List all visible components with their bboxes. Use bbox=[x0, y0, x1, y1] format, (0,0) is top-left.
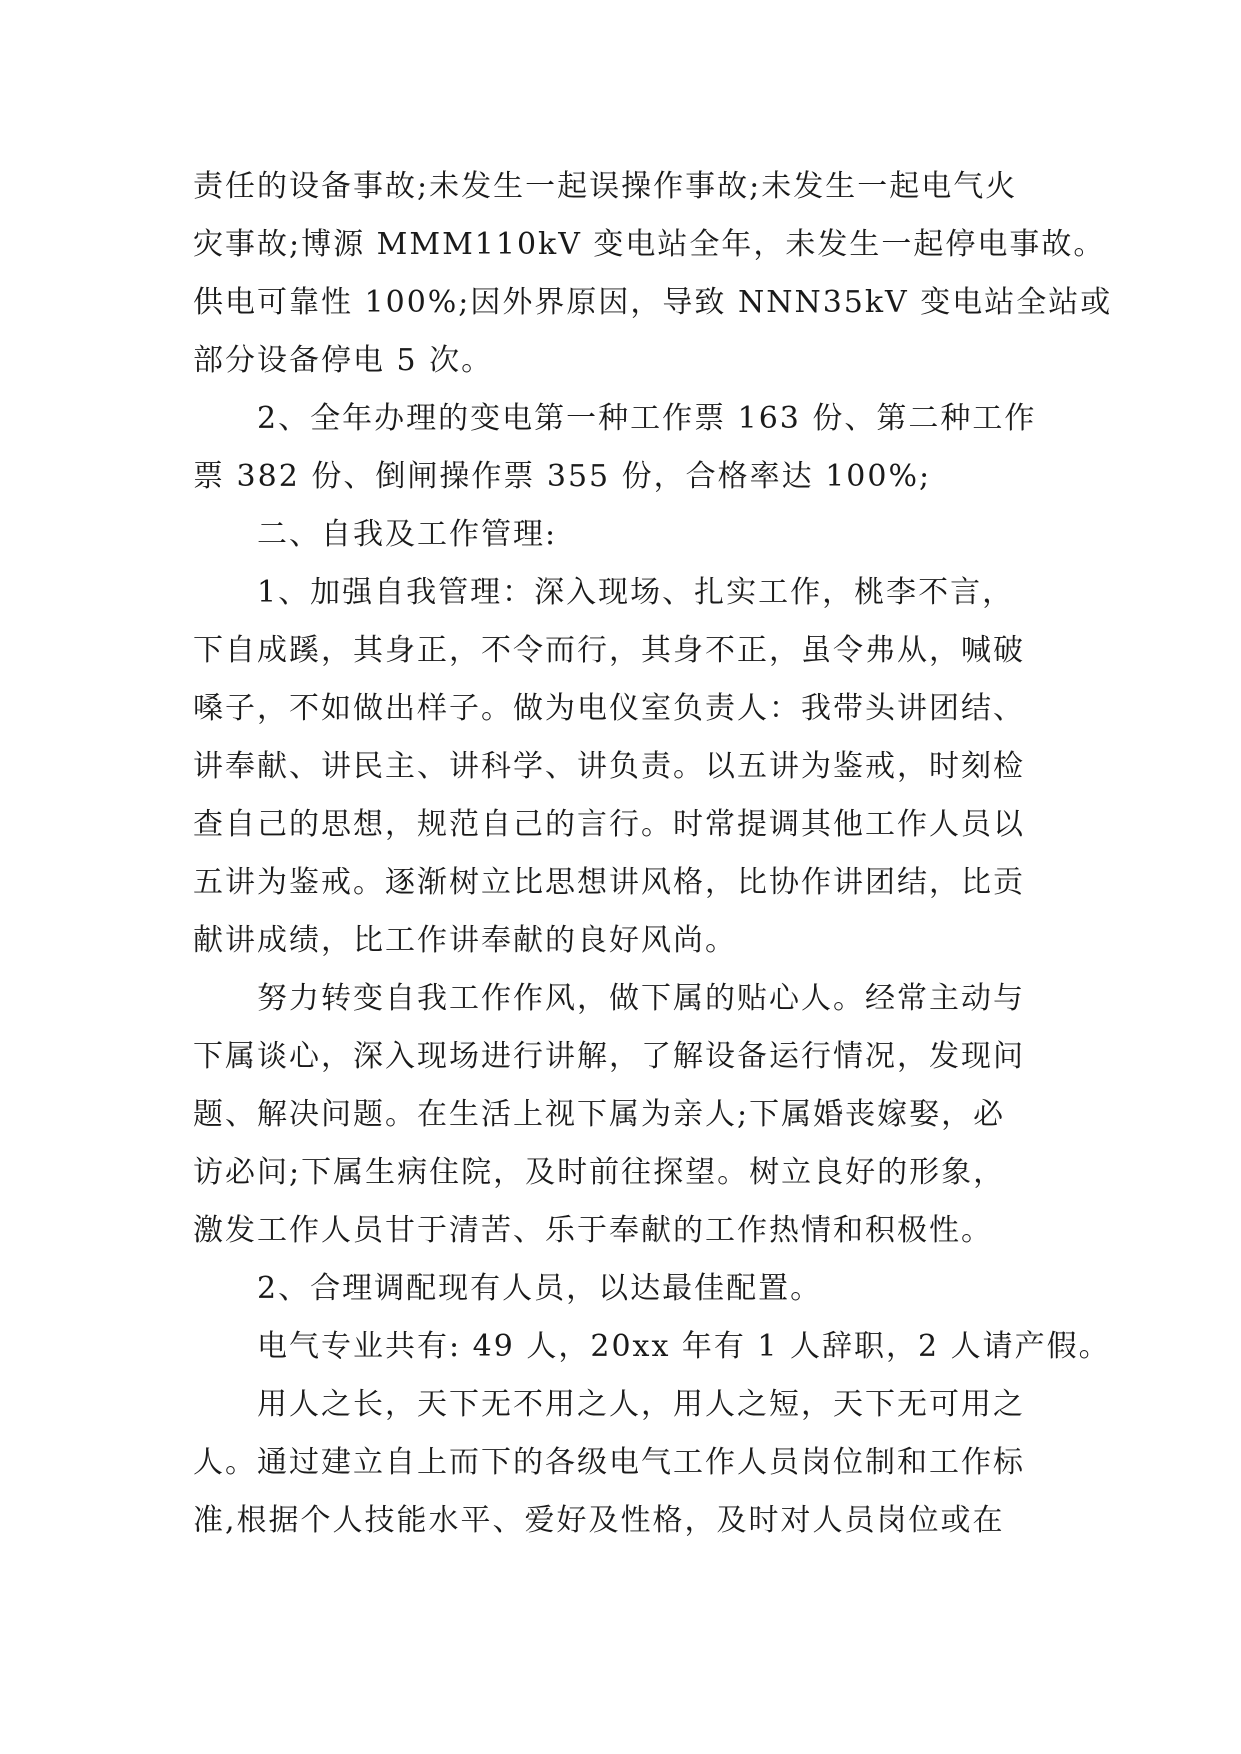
text-line: 电气专业共有: 49 人，20xx 年有 1 人辞职，2 人请产假。 bbox=[257, 1329, 1111, 1364]
text-line: 灾事故;博源 MMM110kV 变电站全年，未发生一起停电事故。 bbox=[193, 227, 1106, 262]
text-line: 题、解决问题。在生活上视下属为亲人;下属婚丧嫁娶，必 bbox=[193, 1097, 1006, 1132]
text-line: 努力转变自我工作作风，做下属的贴心人。经常主动与 bbox=[257, 981, 1025, 1016]
text-line: 1、加强自我管理：深入现场、扎实工作，桃李不言， bbox=[257, 575, 1015, 610]
paragraph-6 bbox=[193, 1260, 1073, 1318]
text-line: 查自己的思想，规范自己的言行。时常提调其他工作人员以 bbox=[193, 807, 1025, 842]
text-line: 激发工作人员甘于清苦、乐于奉献的工作热情和积极性。 bbox=[193, 1213, 993, 1248]
text-line: 2、合理调配现有人员，以达最佳配置。 bbox=[257, 1271, 823, 1306]
text-line: 用人之长，天下无不用之人，用人之短，天下无可用之 bbox=[257, 1387, 1025, 1422]
text-line: 部分设备停电 5 次。 bbox=[193, 343, 494, 378]
text-line: 票 382 份、倒闸操作票 355 份，合格率达 100%; bbox=[193, 459, 932, 494]
paragraph-1 bbox=[193, 158, 1113, 390]
text-line: 人。通过建立自上而下的各级电气工作人员岗位制和工作标 bbox=[193, 1445, 1025, 1480]
text-line: 准,根据个人技能水平、爱好及性格，及时对人员岗位或在 bbox=[193, 1503, 1005, 1538]
text-line: 讲奉献、讲民主、讲科学、讲负责。以五讲为鉴戒，时刻检 bbox=[193, 749, 1025, 784]
document-body bbox=[193, 158, 1113, 1550]
paragraph-2 bbox=[193, 390, 1073, 506]
text-line: 责任的设备事故;未发生一起误操作事故;未发生一起电气火 bbox=[193, 169, 1018, 204]
text-line: 二、自我及工作管理: bbox=[257, 517, 558, 552]
text-line: 下自成蹊，其身正，不令而行，其身不正，虽令弗从，喊破 bbox=[193, 633, 1025, 668]
paragraph-7 bbox=[193, 1318, 1111, 1376]
text-line: 2、全年办理的变电第一种工作票 163 份、第二种工作 bbox=[257, 401, 1037, 436]
paragraph-8 bbox=[193, 1376, 1073, 1550]
paragraph-4 bbox=[193, 564, 1073, 970]
text-line: 供电可靠性 100%;因外界原因，导致 NNN35kV 变电站全站或 bbox=[193, 285, 1113, 320]
text-line: 下属谈心，深入现场进行讲解，了解设备运行情况，发现问 bbox=[193, 1039, 1025, 1074]
text-line: 访必问;下属生病住院，及时前往探望。树立良好的形象， bbox=[193, 1155, 1006, 1190]
paragraph-5 bbox=[193, 970, 1073, 1260]
section-heading bbox=[193, 506, 1073, 564]
text-line: 五讲为鉴戒。逐渐树立比思想讲风格，比协作讲团结，比贡 bbox=[193, 865, 1025, 900]
text-line: 献讲成绩，比工作讲奉献的良好风尚。 bbox=[193, 923, 737, 958]
text-line: 嗓子，不如做出样子。做为电仪室负责人：我带头讲团结、 bbox=[193, 691, 1025, 726]
